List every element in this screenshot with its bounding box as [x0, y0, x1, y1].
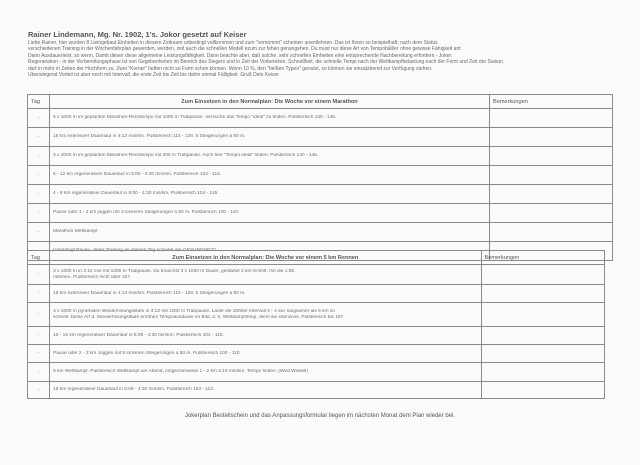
workout-description	[50, 185, 490, 204]
table-row	[28, 147, 613, 166]
table-row	[28, 363, 605, 382]
remarks-cell	[481, 345, 604, 363]
day-cell: -	[28, 363, 50, 382]
remarks-cell	[490, 147, 613, 166]
table-row	[28, 109, 613, 128]
workout-description	[50, 109, 490, 128]
table-row	[28, 223, 613, 242]
table2-title-header: Zum Einsetzen in den Normalplan: Die Woche vor einem 5 km Rennen	[50, 251, 481, 265]
remarks-cell	[490, 166, 613, 185]
workout-description	[50, 345, 481, 363]
table-row	[28, 285, 605, 303]
day-cell: -	[28, 382, 50, 399]
table1-remarks-header: Bemerkungen	[490, 95, 613, 109]
day-cell: -	[28, 109, 50, 128]
table1-tag-header: Tag	[28, 95, 50, 109]
remarks-cell	[490, 204, 613, 223]
intro-line: Liebe Rainer, hier wurden 8 Lieingebaut Einheiten in diesem Zeitraum unbedingt vollkommen und zum "vernommt" scheinen unentlehnen. Das ist Ihnen so beispielhaft, nach dem Status	[28, 40, 438, 46]
workout-line: Unbedingt Pause. Jeder Training an diesem Tag schadet der GESUNDHEIT!	[53, 248, 216, 254]
remarks-cell	[490, 128, 613, 147]
table-row	[28, 166, 613, 185]
day-cell: -	[28, 242, 50, 261]
workout-description	[50, 382, 481, 399]
remarks-cell	[481, 265, 604, 285]
workout-line: 4 - 8 km regenerativer Dauerlauf in 5:00 - 4:30 min/km. Pulsbereich 104 - 115.	[53, 191, 219, 197]
table-row	[28, 303, 605, 327]
workout-line: 3 x 1000 m in 4:12 min mit 1000 m Trabpause. Du brauchst 3 x 1000 m Dauer, gestartet 2 km-Schritt, mit die 1:05	[53, 268, 295, 274]
workout-description	[50, 147, 490, 166]
workout-line: 15 km extensiver Dauerlauf in 4:13 min/km. Pulsbereich 115 - 128. 5 Steigerungen à 80 m.	[53, 134, 246, 140]
intro-line: verschiedenen Training in der Wochenfahrplan gewerden, werden, zeit auch die schnellen Modell ezum zur fehen genangehen. Du must nur diese Art von Tempobäll/er ohne gewisse Fähigkeit ant	[28, 46, 461, 53]
day-cell: -	[28, 128, 50, 147]
workout-description	[50, 303, 481, 327]
table1-title-header: Zum Einsetzen in den Normalplan: Die Woche vor einem Marathon	[50, 95, 490, 109]
intro-line: Dann Ausdauerleist, so wenn, Damit dieser diese allgemeine Leistungsfähigkeit. Dann beachte aber, daß solche, sehr schnellen Einheiten eine entsprechende Nachbereitung erfordern - Joker:	[28, 52, 453, 59]
day-cell: -	[28, 223, 50, 242]
table-row	[28, 382, 605, 399]
workout-description	[50, 363, 481, 382]
remarks-cell	[490, 109, 613, 128]
remarks-cell	[481, 303, 604, 327]
table-row	[28, 204, 613, 223]
workout-line: 5 x 1000 m im geplanten Marathon-Renntempo mit 1000 m Trabpause. Versuche das Tempo "ideal" zu finden. Pulsbereich 140 - 145.	[53, 115, 337, 121]
table-row	[28, 345, 605, 363]
day-cell: -	[28, 303, 50, 327]
workout-description	[50, 204, 490, 223]
workout-line: Pause oder 2 - 3 km Joggen mit 5 lockeren Steigerungen à 50 m. Pulsbereich 100 - 110.	[53, 350, 241, 356]
workout-line: 4 x 1000 m pyramiden Wiederholungsläufe in 3:12 mit 1000 m Trabpause. Laufe die 1000er Intervall 3 - 4 sec langsamer als 5 km zu	[53, 308, 335, 314]
remarks-cell	[481, 285, 604, 303]
remarks-cell	[481, 327, 604, 345]
intro-line: Regeneration - in der Vorbereitungsphase ist von Gegebenheiten im Bereich des Siegers und in Zeit der Vorbereiten. Schnellheit, die schnelle Tempi nach der Wettkampfbelastung nach der Form und Zeit der Saison	[28, 59, 503, 66]
intro-text	[28, 40, 614, 78]
intro-line: darf in mehr in Zeiten der Hochform zu. Zwei "Kerner" helfen nicht so Form schon können. Wenn 10 %, den "heißen Typen" genutzt, so können sie einsatzbereit zur Verfügung stehen.	[28, 65, 433, 72]
marathon-week-table	[27, 94, 613, 261]
table2-tag-header: Tag	[28, 251, 50, 265]
workout-line: schnell. Diese Art d. Wiederholungsläufe erhöhen Tempoausdauer im Bild, d. h. Wettkampftemp, denn sie intensiver. Pulsbereich bis 167.	[53, 314, 345, 320]
workout-line: 10 - 15 km regenerativer Dauerlauf in 5:09 - 4:30 min/km. Pulsbereich 104 - 115.	[53, 332, 224, 338]
workout-line: 3 x 2000 m im geplanten Marathon-Renntempo mit 200 m Trabpause. Auch hier "Tempo ideal" finden. Pulsbereich 140 - 145.	[53, 153, 319, 159]
workout-line: 15 km extensiver Dauerlauf in 4:13 min/km. Pulsbereich 115 - 128. 5 Steigerungen à 60 m.	[53, 290, 246, 296]
workout-line: nehmen. Pulsbereich nicht über 167.	[53, 274, 132, 280]
table2-remarks-header: Bemerkungen	[481, 251, 604, 265]
remarks-cell	[481, 382, 604, 399]
workout-line: 15 km regenerativer Dauerlauf in 5:09 - 4:30 min/km. Pulsbereich 103 - 113.	[53, 387, 215, 393]
workout-description	[50, 285, 481, 303]
workout-line: Pause oder 1 - 2 km joggen mit 3 lockeren Steigerungen à 50 m. Pulsbereich 100 - 110.	[53, 210, 240, 216]
remarks-cell	[481, 363, 604, 382]
day-cell: -	[28, 345, 50, 363]
5k-week-table	[27, 250, 605, 399]
document-heading: Rainer Lindemann, Mg. Nr. 1902, 1's. Jokor gesetzt auf Keiser	[28, 30, 247, 39]
day-cell: -	[28, 204, 50, 223]
workout-line: Marathon Wettkampf	[53, 229, 98, 235]
workout-line: 6 - 12 km regenerativer Dauerlauf in 5:00 - 4:30 min/km. Pulsbereich 104 - 115.	[53, 172, 222, 178]
remarks-cell	[490, 185, 613, 204]
table-row	[28, 185, 613, 204]
day-cell: -	[28, 166, 50, 185]
day-cell: -	[28, 285, 50, 303]
table-row	[28, 327, 605, 345]
day-cell: -	[28, 185, 50, 204]
workout-description	[50, 265, 481, 285]
day-cell: -	[28, 265, 50, 285]
workout-description	[50, 223, 490, 242]
workout-description	[50, 166, 490, 185]
day-cell: -	[28, 147, 50, 166]
table-row	[28, 265, 605, 285]
workout-description	[50, 128, 490, 147]
remarks-cell	[490, 223, 613, 242]
footer-note: Jokerplan Bestellschein und das Anpassungsformular liegen im nächsten Monat dem Plan wieder bei.	[184, 413, 456, 419]
workout-line: 5 km Wettkampf. Pulsbereich Wettkampf am Abend, möglicherweise 1 - 2 km 4:15 min/km, Tempo finden. (Wird Wissell)	[53, 369, 308, 375]
workout-description	[50, 327, 481, 345]
day-cell: -	[28, 327, 50, 345]
intro-line: Überwiegend Vorteil ist aber noch mit Intervall, die erste Zeit bis Zeit bis dahin einmal Fälligkeit. Gruß Dein Keiser	[28, 72, 279, 79]
table-row	[28, 128, 613, 147]
